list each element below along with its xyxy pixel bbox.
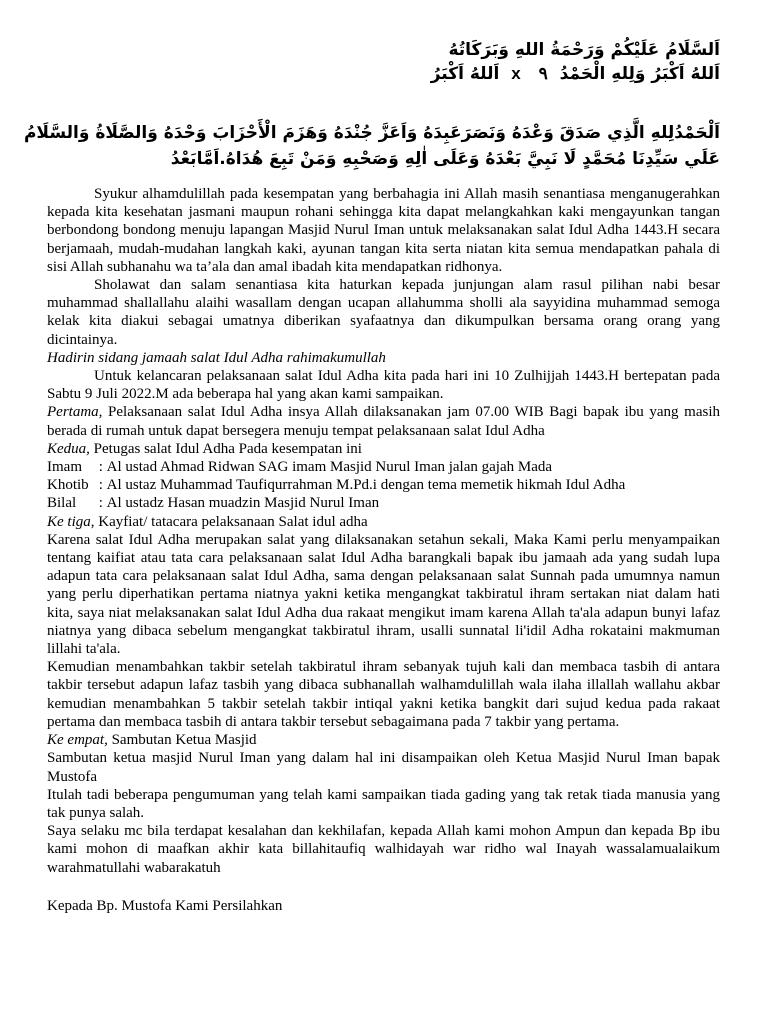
takbir-count-number: ٩ <box>538 64 548 83</box>
arabic-salam-greeting: اَلسَّلَامُ عَلَيْكُمْ وَرَحْمَةُ اللهِ وَبَرَكَاتُهُ <box>448 40 720 60</box>
paragraph-karena: Karena salat Idul Adha merupakan salat yang dilaksanakan setahun sekali, Maka Kami perlu menyampaikan tentang kaifiat atau tata cara pelaksanaan salat Idul Adha barangkali bapak ibu jamaah ada yang sudah lupa adapun tata cara pelaksanaan salat Idul Adha, sama dengan pelaksanaan salat Sunnah pada umumnya namun yang perlu diperhatikan pertama niatnya yakni ketika mengangkat takbiratul ihram sertakan niat dalam hati kita, saya niat melaksanakan salat Idul Adha dua rakaat mengikut imam karena Allah ta'ala adapun bunyi lafaz niatnya yang dibaca sebelum mengangkat takbiratul ihram, usalli sunnatal li'idil Adha rokataini makmuman lillahi ta'ala. <box>47 531 720 658</box>
keempat-text: Sambutan Ketua Masjid <box>107 732 257 749</box>
kedua-text: Petugas salat Idul Adha Pada kesempatan ini <box>89 440 362 457</box>
arabic-hamdalah-line-1: اَلْحَمْدُلِلهِ الَّذِي صَدَقَ وَعْدَهُ وَنَصَرَعَبِدَهُ وَاَعَزَّ جُنْدَهُ وَهَزَمَ الْأَحْزَابَ وَحْدَهُ وَالصَّلَاةُ وَالسَّلَامُ <box>23 123 720 143</box>
officer-role: Bilal <box>47 495 77 512</box>
officer-role: Imam <box>47 459 82 476</box>
paragraph-kemudian: Kemudian menambahkan takbir setelah takbiratul ihram sebanyak tujuh kali dan membaca tasbih di antara takbir tersebut adapun lafaz tasbih yang dibaca subhanallah walhamdulillah wala ilaha illallah wallahu akbar kemudian menambahkan 5 takbir setelah takbir intiqal yakni ketika bangkit dari sujud kedua pada rakaat pertama dan membaca tasbih di antara takbir tersebut sebagaimana pada 7 takbir yang pertama. <box>47 659 720 730</box>
arabic-takbir-right: اَللهُ اَكْبَرُ <box>430 64 500 84</box>
officer-separator: : <box>95 495 107 512</box>
spacer <box>47 877 720 897</box>
officer-separator: : <box>95 477 107 494</box>
ketiga-text: Kayfiat/ tatacara pelaksanaan Salat idul adha <box>94 513 368 530</box>
officer-row-imam <box>47 458 720 476</box>
arabic-takbir-left: اَللهُ اَكْبَرُ وَلِلهِ الْحَمْدُ <box>559 64 720 84</box>
officer-desc: Al ustad Ahmad Ridwan SAG imam Masjid Nurul Iman jalan gajah Mada <box>106 459 553 476</box>
section-keempat <box>47 731 720 749</box>
pertama-text: Pelaksanaan salat Idul Adha insya Allah dilaksanakan jam 07.00 WIB Bagi bapak ibu yang masih berada di rumah untuk dapat bersegera menuju tempat pelaksanaan salat Idul Adha <box>47 404 720 439</box>
officer-desc: Al ustaz Muhammad Taufiqurrahman M.Pd.i dengan tema memetik hikmah Idul Adha <box>106 477 626 494</box>
officer-separator: : <box>95 459 107 476</box>
arabic-hamdalah-line-2: عَلَي سَيِّدِنَا مُحَمَّدٍ لَا نَبِيَّ بَعْدَهُ وَعَلَى اٰلِهِ وَصَحْبِهِ وَمَنْ تَبِعَ هُدَاهُ.اَمَّابَعْدُ <box>170 149 720 169</box>
section-ketiga <box>47 513 720 531</box>
pertama-label: Pertama, <box>47 404 103 421</box>
paragraph-saya: Saya selaku mc bila terdapat kesalahan dan kekhilafan, kepada Allah kami mohon Ampun dan kepada Bp ibu kami mohon di maafkan akhir kata billahitaufiq walhidayah war ridho wal Inayah wassalamualaikum warahmatullahi wabarakatuh <box>47 823 720 876</box>
arabic-takbir-line <box>20 62 720 86</box>
paragraph-kepada: Kepada Bp. Mustofa Kami Persilahkan <box>47 897 283 914</box>
paragraph-kelancaran: Untuk kelancaran pelaksanaan salat Idul Adha kita pada hari ini 10 Zulhijjah 1443.H bertepatan pada Sabtu 9 Juli 2022.M ada beberapa hal yang akan kami sampaikan. <box>47 368 720 403</box>
hadirin-heading: Hadirin sidang jamaah salat Idul Adha rahimakumullah <box>47 349 386 366</box>
takbir-count-x: x <box>511 64 521 83</box>
section-pertama <box>47 403 720 439</box>
ketiga-label: Ke tiga, <box>47 513 95 530</box>
document-body <box>47 185 720 915</box>
paragraph-syukur: Syukur alhamdulillah pada kesempatan yang berbahagia ini Allah masih senantiasa menganugerahkan kepada kita kesehatan jasmani maupun rohani sehingga kita dapat melangkahkan kaki mengayunkan tangan berbondong bondong menuju lapangan Masjid Nurul Iman untuk melaksanakan salat Idul Adha 1443.H secara berjamaah, mudah-mudahan langkah kaki, ayunan tangan kita serta niatan kita semua mendapatkan pahala di sisi Allah subhanahu wa ta’ala dan amal ibadah kita mendapatkan ridhonya. <box>47 186 720 275</box>
officer-row-bilal <box>47 494 720 512</box>
section-kedua <box>47 440 720 458</box>
officer-role: Khotib <box>47 477 89 494</box>
kedua-label: Kedua, <box>47 440 90 457</box>
paragraph-sambutan: Sambutan ketua masjid Nurul Iman yang dalam hal ini disampaikan oleh Ketua Masjid Nurul Iman bapak Mustofa <box>47 750 720 785</box>
officer-desc: Al ustadz Hasan muadzin Masjid Nurul Iman <box>106 495 380 512</box>
paragraph-itulah: Itulah tadi beberapa pengumuman yang telah kami sampaikan tiada gading yang tak retak tiada manusia yang tak punya salah. <box>47 786 720 821</box>
officer-row-khotib <box>47 476 720 494</box>
paragraph-sholawat: Sholawat dan salam senantiasa kita haturkan kepada junjungan alam rasul pilihan nabi besar muhammad shallallahu alaihi wasallam dengan ucapan allahumma sholli ala sayyidina muhammad semoga kelak kita diakui sebagai umatnya diberikan syafaatnya dan dikumpulkan bersama orang orang yang dicintainya. <box>47 277 720 348</box>
keempat-label: Ke empat, <box>47 732 108 749</box>
